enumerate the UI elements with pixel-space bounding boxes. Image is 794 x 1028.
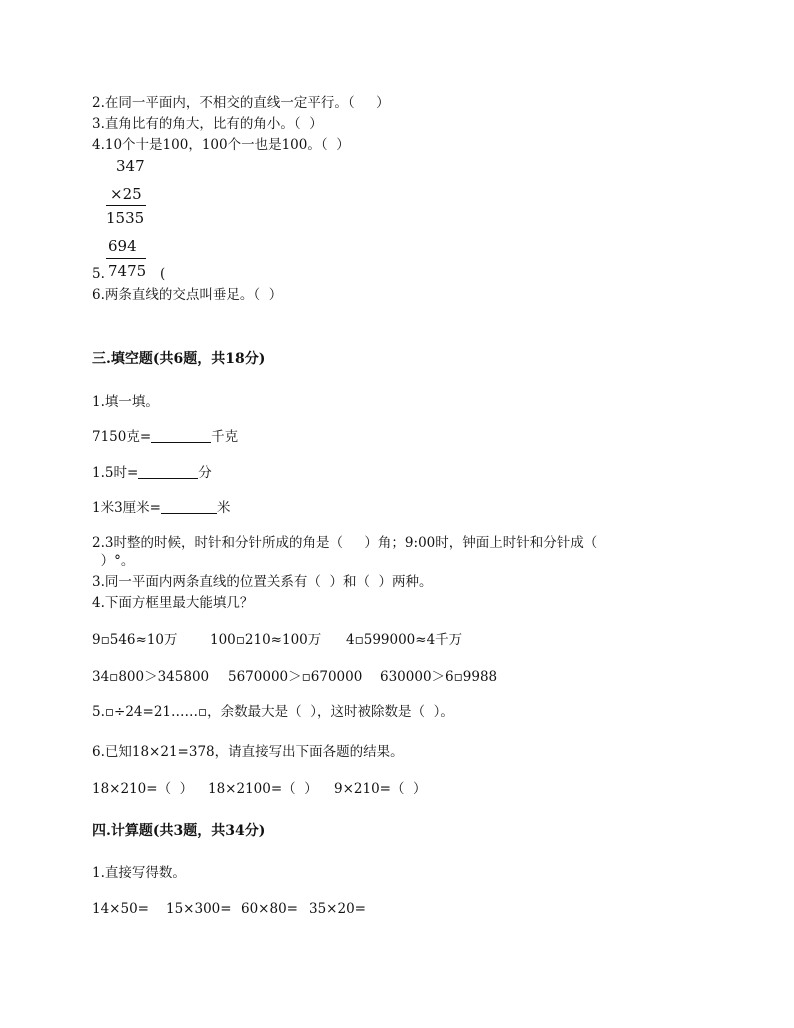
- s3-q5: 5.▫÷24=21……▫，余数最大是（ ），这时被除数是（ ）。: [92, 704, 454, 720]
- judge-q3: 3.直角比有的角大，比有的角小。（ ）: [92, 116, 323, 132]
- judge-q5-paren: (: [160, 266, 166, 282]
- s3-q4-item: 4▫599000≈4千万: [346, 632, 463, 648]
- mult-partial-1: 1535: [106, 209, 145, 227]
- s3-q4: 4.下面方框里最大能填几？: [92, 595, 254, 611]
- judge-q6: 6.两条直线的交点叫垂足。（ ）: [92, 287, 283, 303]
- answer-blank[interactable]: [161, 499, 217, 514]
- section4-title: 四.计算题(共3题，共34分): [92, 823, 266, 839]
- s3-q1: 1.填一填。: [92, 394, 159, 410]
- mult-top: 347: [116, 157, 145, 175]
- s3-q1c-post: 米: [217, 500, 231, 516]
- s3-q3: 3.同一平面内两条直线的位置关系有（ ）和（ ）两种。: [92, 574, 433, 590]
- s4-q1-item: 60×80=: [241, 901, 298, 917]
- answer-blank[interactable]: [138, 464, 198, 479]
- s3-q1b-pre: 1.5时=: [92, 465, 139, 481]
- mult-result: 7475: [108, 262, 147, 280]
- s3-q1b-post: 分: [198, 465, 212, 481]
- s3-q4-item: 9▫546≈10万: [92, 632, 178, 648]
- judge-q4: 4.10个十是100，100个一也是100。（ ）: [92, 137, 350, 153]
- mult-multiplier: ×25: [110, 185, 142, 203]
- mult-rule-2: [106, 258, 146, 259]
- mult-rule-1: [106, 205, 146, 206]
- s3-q6-item: 18×210=（ ）: [92, 781, 194, 797]
- section3-title: 三.填空题(共6题，共18分): [92, 351, 266, 367]
- s3-q1c: [92, 499, 231, 517]
- s3-q1b: [92, 464, 212, 482]
- s4-q1-item: 14×50=: [92, 901, 149, 917]
- s3-q6-item: 9×210=（ ）: [334, 781, 427, 797]
- s3-q1a: [92, 428, 238, 446]
- s3-q4-item: 100▫210≈100万: [210, 632, 322, 648]
- s3-q1a-post: 千克: [211, 429, 239, 445]
- judge-q5-number: 5.: [92, 266, 105, 282]
- mult-partial-2: 694: [108, 237, 137, 255]
- judge-q2: 2.在同一平面内，不相交的直线一定平行。（ ）: [92, 95, 390, 111]
- s3-q6: 6.已知18×21=378，请直接写出下面各题的结果。: [92, 744, 404, 760]
- s3-q1a-pre: 7150克=: [92, 429, 152, 445]
- s3-q4-item: 630000＞6▫9988: [380, 669, 498, 685]
- s3-q4-item: 34▫800＞345800: [92, 669, 210, 685]
- s3-q2-line2: ）°。: [92, 553, 135, 569]
- s4-q1-item: 15×300=: [166, 901, 232, 917]
- s4-q1-item: 35×20=: [309, 901, 366, 917]
- s3-q2-line1: 2.3时整的时候，时针和分针所成的角是（ ）角；9:00时，钟面上时针和分针成（: [92, 535, 598, 551]
- s3-q6-item: 18×2100=（ ）: [208, 781, 318, 797]
- s3-q4-item: 5670000＞▫670000: [228, 669, 363, 685]
- s3-q1c-pre: 1米3厘米=: [92, 500, 161, 516]
- answer-blank[interactable]: [151, 428, 211, 443]
- s4-q1: 1.直接写得数。: [92, 865, 186, 881]
